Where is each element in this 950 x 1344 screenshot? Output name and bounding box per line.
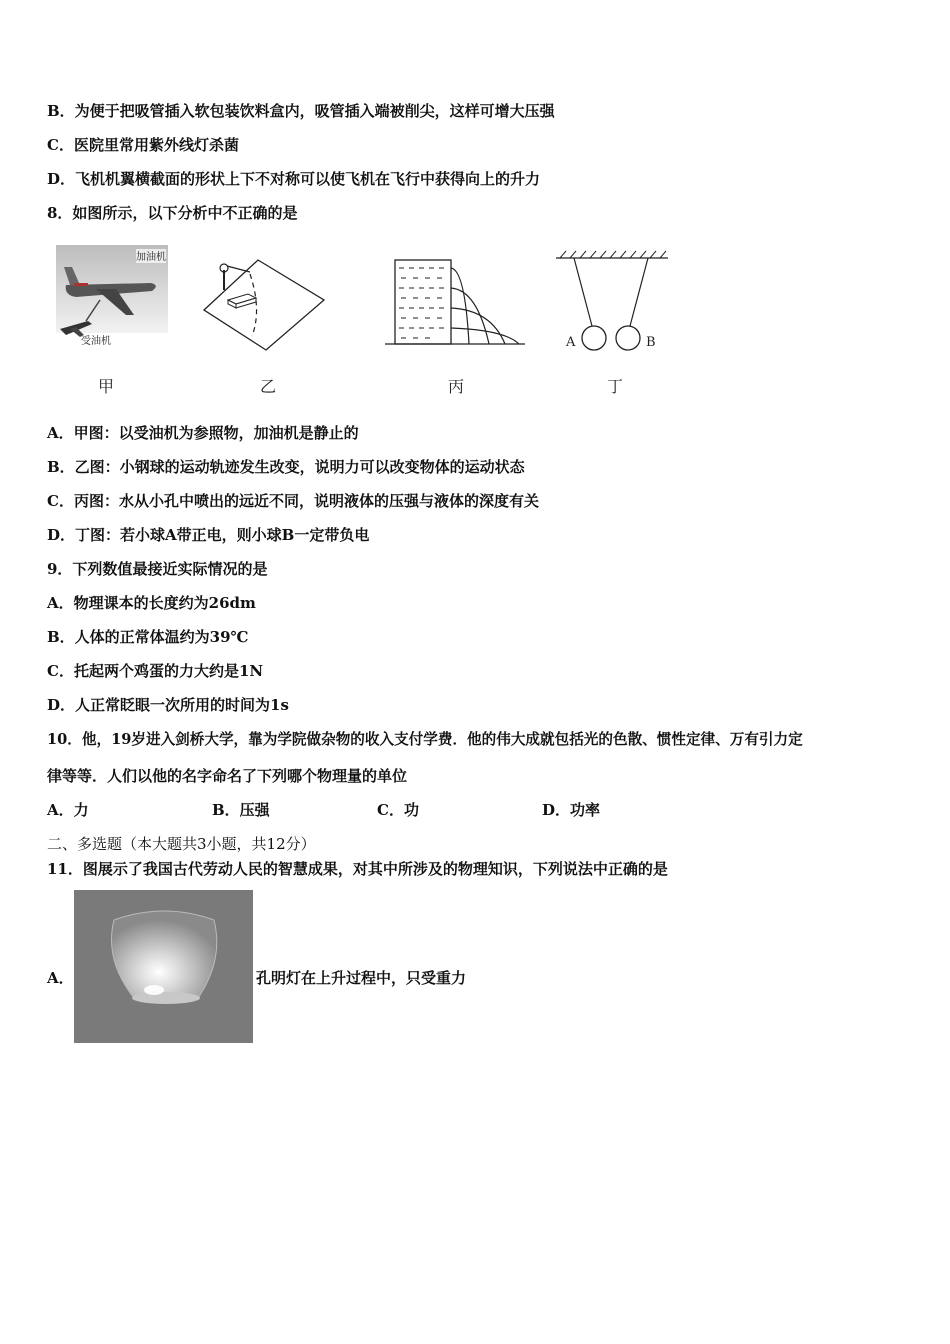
figure-caption-bing: 丙 [448, 377, 465, 396]
q9-option-a: A．物理课本的长度约为26dm [47, 594, 256, 612]
figure-jia-refueling [56, 245, 168, 345]
magnet-icon [228, 294, 256, 308]
q10-stem-line1: 10．他，19岁进入剑桥大学，靠为学院做杂物的收入支付学费．他的伟大成就包括光的色散、惯性定律、万有引力定 [47, 731, 803, 748]
tanker-label: 加油机 [136, 252, 166, 263]
q11-option-a-text: 孔明灯在上升过程中，只受重力 [256, 969, 467, 987]
figure-caption-ding: 丁 [607, 377, 624, 396]
figure-bing-water-jets [385, 252, 525, 350]
section-heading-multiple-choice: 二、多选题（本大题共3小题，共12分） [47, 835, 316, 853]
q9-option-d: D．人正常眨眼一次所用的时间为1s [47, 696, 289, 714]
q9-option-b: B．人体的正常体温约为39℃ [47, 628, 249, 646]
q7-option-d: D．飞机机翼横截面的形状上下不对称可以使飞机在飞行中获得向上的升力 [47, 170, 541, 188]
q11-option-a-label: A． [47, 969, 74, 987]
q10-stem-line2: 律等等．人们以他的名字命名了下列哪个物理量的单位 [47, 767, 408, 785]
q7-option-b: B．为便于把吸管插入软包装饮料盒内，吸管插入端被削尖，这样可增大压强 [47, 102, 555, 120]
q10-option-c: C．功 [377, 801, 419, 819]
q9-stem: 9．下列数值最接近实际情况的是 [47, 560, 268, 578]
q7-option-c: C．医院里常用紫外线灯杀菌 [47, 136, 239, 154]
ball-b-label: B [646, 335, 656, 350]
q11-stem: 11．图展示了我国古代劳动人民的智慧成果，对其中所涉及的物理知识，下列说法中正确的是 [47, 860, 668, 878]
q10-option-a: A．力 [47, 801, 89, 819]
q8-option-a: A．甲图：以受油机为参照物，加油机是静止的 [47, 424, 359, 442]
q8-option-b: B．乙图：小钢球的运动轨迹发生改变，说明力可以改变物体的运动状态 [47, 458, 525, 476]
q8-option-d: D．丁图：若小球A带正电，则小球B一定带负电 [47, 526, 370, 544]
receiver-label: 受油机 [81, 336, 111, 345]
figure-caption-yi: 乙 [260, 377, 277, 396]
q8-stem: 8．如图所示，以下分析中不正确的是 [47, 204, 298, 222]
q10-option-d: D．功率 [542, 801, 601, 819]
figure-yi-ball-magnet [200, 250, 330, 355]
ball-b-icon [616, 326, 640, 350]
figure-ding-charged-balls [552, 248, 672, 356]
q8-option-c: C．丙图：水从小孔中喷出的远近不同，说明液体的压强与液体的深度有关 [47, 492, 539, 510]
figure-caption-jia: 甲 [98, 377, 115, 396]
q10-option-b: B．压强 [212, 801, 270, 819]
q9-option-c: C．托起两个鸡蛋的力大约是1N [47, 662, 264, 680]
ball-a-icon [582, 326, 606, 350]
kongming-lantern-photo [74, 890, 253, 1043]
ball-a-label: A [566, 335, 576, 350]
